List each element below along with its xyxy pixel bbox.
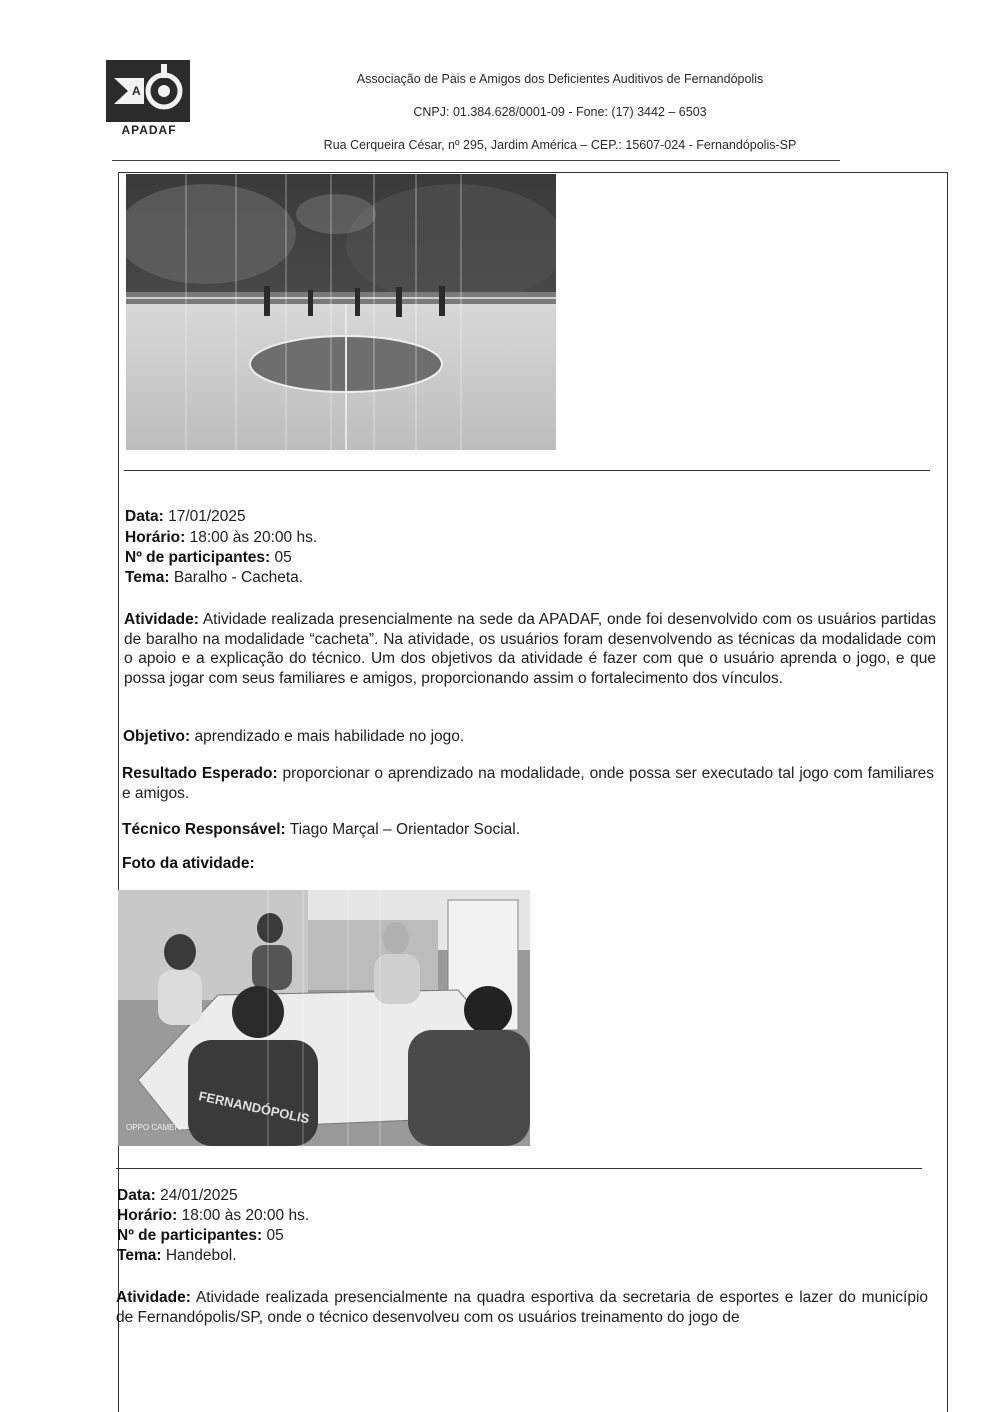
entry1-activity: Atividade: Atividade realizada presencialmente na sede da APADAF, onde foi desenvolvido com os usuários partidas de baralho na modalidade “cacheta”. Na atividade, os usuários foram desenvolvendo as técnicas da modalidade com o apoio e a explicação do técnico. Um dos objetivos da atividade é fazer com que o usuário aprenda o jogo, e que possa jogar com seus familiares e amigos, proporcionando assim o fortalecimento dos vínculos. <box>124 611 937 687</box>
logo-caption: APADAF <box>121 123 177 137</box>
entry2-date: Data: 24/01/2025 <box>117 1187 238 1204</box>
address: Rua Cerqueira César, nº 295, Jardim América – CEP.: 15607-024 - Fernandópolis-SP <box>323 138 797 152</box>
entry1-date: Data: 17/01/2025 <box>125 508 246 525</box>
ear-logo-icon <box>106 60 190 122</box>
entry1-photo-label: Foto da atividade: <box>122 855 255 872</box>
svg-text:OPPO CAMERA: OPPO CAMERA <box>126 1123 186 1132</box>
entry1-theme: Tema: Baralho - Cacheta. <box>125 569 304 586</box>
court-photo <box>126 174 556 450</box>
section-divider-2 <box>116 1168 922 1169</box>
section-divider-1 <box>124 470 930 471</box>
entry2-theme: Tema: Handebol. <box>117 1247 237 1264</box>
entry1-technician: Técnico Responsável: Tiago Marçal – Orientador Social. <box>122 821 521 838</box>
entry1-expected-result: Resultado Esperado: proporcionar o aprendizado na modalidade, onde possa ser executado tal jogo com familiares e amigos. <box>122 765 934 802</box>
org-name: Associação de Pais e Amigos dos Deficientes Auditivos de Fernandópolis <box>356 72 764 86</box>
svg-text:A: A <box>132 84 141 98</box>
svg-text:FERNANDÓPOLIS: FERNANDÓPOLIS <box>197 1088 311 1127</box>
cnpj-phone: CNPJ: 01.384.628/0001-09 - Fone: (17) 3442 – 6503 <box>413 105 707 119</box>
header-divider <box>112 160 840 161</box>
apadaf-logo <box>106 60 190 122</box>
entry1-objective: Objetivo: aprendizado e mais habilidade no jogo. <box>123 728 465 745</box>
entry2-time: Horário: 18:00 às 20:00 hs. <box>117 1207 310 1224</box>
entry1-participants: Nº de participantes: 05 <box>125 549 292 566</box>
card-game-photo <box>118 890 530 1146</box>
entry1-time: Horário: 18:00 às 20:00 hs. <box>125 529 318 546</box>
entry2-activity: Atividade: Atividade realizada presencialmente na quadra esportiva da secretaria de esportes e lazer do município de Fernandópolis/SP, onde o técnico desenvolveu com os usuários treinamento do jogo de <box>116 1289 929 1326</box>
entry2-participants: Nº de participantes: 05 <box>117 1227 284 1244</box>
